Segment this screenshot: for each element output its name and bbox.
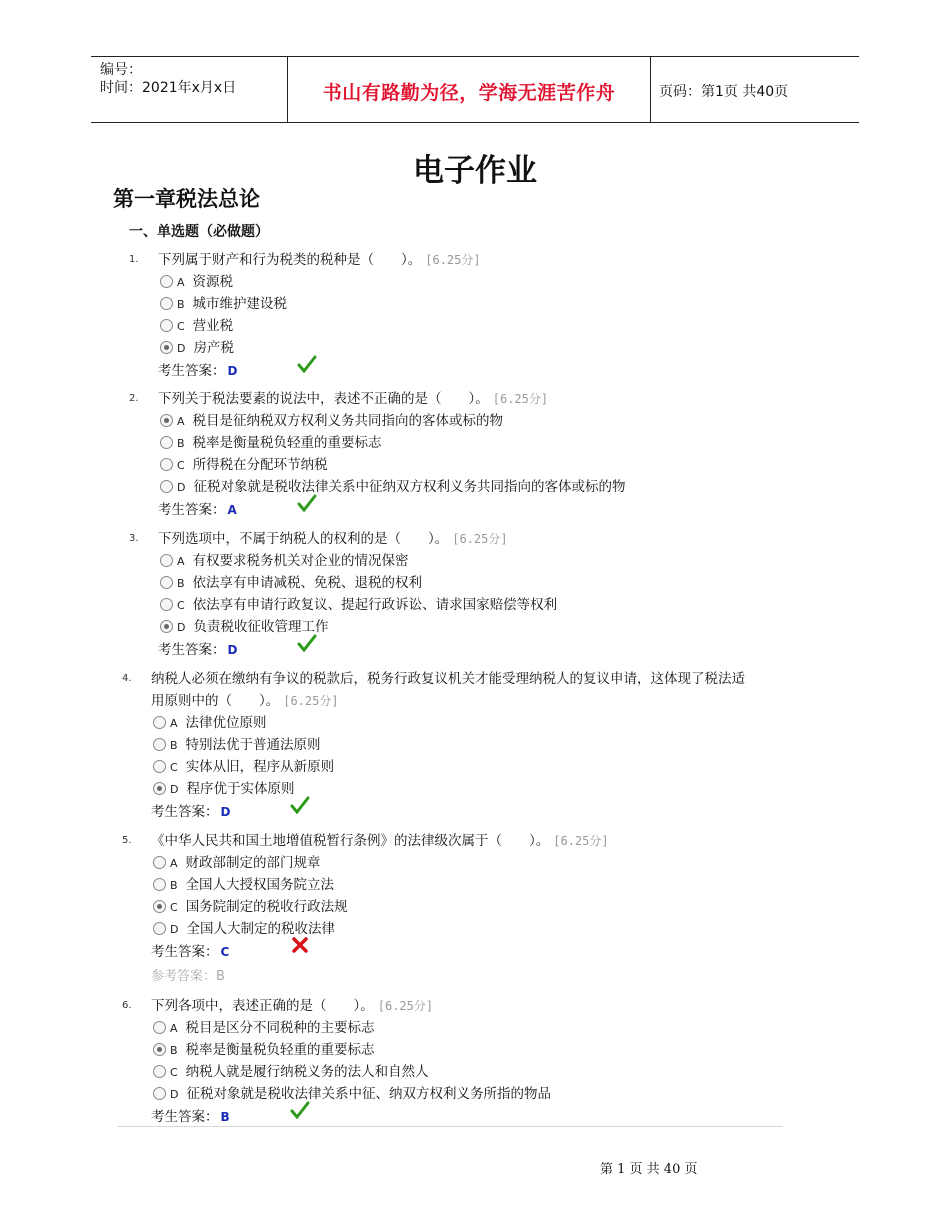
option-text: 法律优位原则 bbox=[185, 715, 267, 731]
answer-option[interactable] bbox=[153, 712, 267, 734]
question-score: [6.25分] bbox=[425, 253, 481, 267]
header-motto-cell bbox=[287, 57, 651, 122]
page-footer: 第 1 页 共 40 页 bbox=[600, 1162, 698, 1177]
radio-button[interactable] bbox=[160, 297, 173, 310]
option-text: 全国人大授权国务院立法 bbox=[185, 877, 335, 893]
option-letter: C bbox=[177, 320, 185, 333]
option-letter: A bbox=[170, 857, 178, 870]
option-text: 实体从旧，程序从新原则 bbox=[185, 759, 335, 775]
question-score: [6.25分] bbox=[377, 999, 434, 1013]
question-text bbox=[151, 995, 433, 1017]
option-text: 征税对象就是税收法律关系中征、纳双方权利义务所指的物品 bbox=[186, 1086, 551, 1102]
option-letter: B bbox=[170, 739, 178, 752]
answer-option[interactable] bbox=[153, 756, 334, 778]
correct-check-icon bbox=[297, 634, 317, 652]
option-text: 有权要求税务机关对企业的情况保密 bbox=[192, 553, 409, 569]
radio-button[interactable] bbox=[153, 760, 166, 773]
option-text: 负责税收征收管理工作 bbox=[193, 619, 329, 635]
option-letter: B bbox=[177, 298, 185, 311]
option-letter: B bbox=[170, 879, 178, 892]
answer-option[interactable] bbox=[160, 271, 233, 293]
radio-button[interactable] bbox=[160, 598, 173, 611]
option-letter: D bbox=[177, 621, 186, 634]
answer-option[interactable] bbox=[160, 550, 409, 572]
student-answer bbox=[151, 941, 229, 963]
answer-option[interactable] bbox=[153, 896, 348, 918]
answer-option[interactable] bbox=[153, 778, 294, 800]
radio-button[interactable] bbox=[153, 1087, 166, 1100]
radio-button[interactable] bbox=[160, 414, 173, 427]
answer-label: 考生答案： bbox=[158, 642, 226, 658]
option-letter: C bbox=[177, 599, 185, 612]
option-text: 依法享有申请减税、免税、退税的权利 bbox=[192, 575, 423, 591]
student-answer bbox=[151, 1106, 230, 1128]
answer-option[interactable] bbox=[160, 293, 287, 315]
option-text: 征税对象就是税收法律关系中征纳双方权利义务共同指向的客体或标的物 bbox=[193, 479, 626, 495]
radio-button[interactable] bbox=[160, 341, 173, 354]
radio-button[interactable] bbox=[153, 1065, 166, 1078]
answer-option[interactable] bbox=[153, 1061, 429, 1083]
answer-option[interactable] bbox=[160, 315, 233, 337]
radio-button[interactable] bbox=[153, 782, 166, 795]
answer-option[interactable] bbox=[160, 572, 422, 594]
question-score: [6.25分] bbox=[283, 694, 339, 708]
radio-button[interactable] bbox=[160, 458, 173, 471]
radio-button[interactable] bbox=[153, 922, 166, 935]
option-text: 国务院制定的税收行政法规 bbox=[185, 899, 348, 915]
answer-value: D bbox=[227, 364, 238, 378]
number-label: 编号： bbox=[100, 62, 142, 78]
answer-label: 考生答案： bbox=[151, 944, 219, 960]
correct-check-icon bbox=[297, 494, 317, 512]
option-text: 税目是区分不同税种的主要标志 bbox=[185, 1020, 375, 1036]
question-stem: 下列属于财产和行为税类的税种是（ ）。 bbox=[158, 252, 422, 268]
option-letter: C bbox=[170, 1066, 178, 1079]
option-text: 房产税 bbox=[193, 340, 234, 356]
option-letter: B bbox=[170, 1044, 178, 1057]
chapter-title: 第一章税法总论 bbox=[113, 186, 260, 211]
question-text bbox=[151, 830, 609, 852]
question-number: 5. bbox=[122, 835, 132, 846]
answer-value: D bbox=[220, 805, 231, 819]
option-letter: A bbox=[177, 415, 185, 428]
option-letter: C bbox=[170, 761, 178, 774]
question-number: 4. bbox=[122, 673, 132, 684]
question-number: 3. bbox=[129, 533, 139, 544]
radio-button[interactable] bbox=[160, 480, 173, 493]
correct-check-icon bbox=[297, 355, 317, 373]
header-page-cell bbox=[650, 57, 859, 122]
radio-button[interactable] bbox=[153, 738, 166, 751]
option-letter: A bbox=[177, 555, 185, 568]
radio-button[interactable] bbox=[160, 436, 173, 449]
option-letter: A bbox=[170, 717, 178, 730]
option-text: 特别法优于普通法原则 bbox=[185, 737, 321, 753]
answer-value: B bbox=[220, 1110, 230, 1124]
student-answer bbox=[151, 801, 230, 823]
radio-button[interactable] bbox=[153, 1021, 166, 1034]
radio-button[interactable] bbox=[153, 900, 166, 913]
option-letter: D bbox=[170, 783, 179, 796]
footer-divider bbox=[117, 1126, 783, 1127]
question-score: [6.25分] bbox=[553, 834, 609, 848]
option-text: 程序优于实体原则 bbox=[186, 781, 295, 797]
answer-label: 考生答案： bbox=[151, 804, 219, 820]
correct-check-icon bbox=[290, 796, 310, 814]
option-letter: C bbox=[177, 459, 185, 472]
radio-button[interactable] bbox=[160, 576, 173, 589]
question-text-line: 纳税人必须在缴纳有争议的税款后，税务行政复议机关才能受理纳税人的复议申请，这体现了税法适 bbox=[151, 671, 745, 687]
option-text: 城市维护建设税 bbox=[192, 296, 288, 312]
answer-option[interactable] bbox=[160, 432, 382, 454]
option-text: 财政部制定的部门规章 bbox=[185, 855, 321, 871]
answer-label: 考生答案： bbox=[158, 502, 226, 518]
answer-value: C bbox=[220, 945, 230, 959]
radio-button[interactable] bbox=[160, 319, 173, 332]
question-score: [6.25分] bbox=[452, 532, 508, 546]
page-title: 电子作业 bbox=[413, 153, 537, 189]
answer-option[interactable] bbox=[160, 476, 625, 498]
reference-answer: 参考答案：B bbox=[151, 969, 225, 984]
radio-button[interactable] bbox=[160, 554, 173, 567]
question-text bbox=[158, 388, 548, 410]
answer-option[interactable] bbox=[153, 852, 321, 874]
question-number: 2. bbox=[129, 393, 139, 404]
option-text: 所得税在分配环节纳税 bbox=[192, 457, 328, 473]
time-label: 时间：2021年x月x日 bbox=[100, 80, 237, 96]
question-text bbox=[158, 249, 481, 271]
radio-button[interactable] bbox=[153, 878, 166, 891]
question-score: [6.25分] bbox=[492, 392, 549, 406]
answer-option[interactable] bbox=[160, 410, 503, 432]
answer-value: A bbox=[227, 503, 237, 517]
question-text bbox=[151, 690, 339, 712]
header-meta-cell bbox=[91, 57, 287, 122]
answer-label: 考生答案： bbox=[158, 363, 226, 379]
option-letter: D bbox=[177, 481, 186, 494]
option-letter: A bbox=[170, 1022, 178, 1035]
answer-option[interactable] bbox=[153, 734, 321, 756]
question-stem: 用原则中的（ ）。 bbox=[151, 693, 280, 709]
option-text: 税目是征纳税双方权利义务共同指向的客体或标的物 bbox=[192, 413, 504, 429]
option-text: 依法享有申请行政复议、提起行政诉讼、请求国家赔偿等权利 bbox=[192, 597, 558, 613]
option-letter: D bbox=[170, 923, 179, 936]
option-letter: B bbox=[177, 437, 185, 450]
option-letter: C bbox=[170, 901, 178, 914]
document-header bbox=[91, 56, 859, 123]
radio-button[interactable] bbox=[153, 856, 166, 869]
option-letter: B bbox=[177, 577, 185, 590]
answer-option[interactable] bbox=[160, 454, 328, 476]
question-stem: 下列各项中，表述正确的是（ ）。 bbox=[151, 998, 374, 1014]
option-text: 税率是衡量税负轻重的重要标志 bbox=[192, 435, 382, 451]
student-answer bbox=[158, 360, 237, 382]
option-letter: D bbox=[170, 1088, 179, 1101]
option-text: 营业税 bbox=[192, 318, 234, 334]
incorrect-cross-icon bbox=[290, 936, 310, 954]
radio-button[interactable] bbox=[160, 275, 173, 288]
question-stem: 《中华人民共和国土地增值税暂行条例》的法律级次属于（ ）。 bbox=[151, 833, 550, 849]
page-code: 页码：第1页 共40页 bbox=[659, 84, 789, 100]
answer-value: D bbox=[227, 643, 238, 657]
question-text bbox=[158, 528, 508, 550]
student-answer bbox=[158, 499, 237, 521]
answer-label: 考生答案： bbox=[151, 1109, 219, 1125]
option-text: 税率是衡量税负轻重的重要标志 bbox=[185, 1042, 375, 1058]
option-letter: D bbox=[177, 342, 186, 355]
question-number: 1. bbox=[129, 254, 139, 265]
question-stem: 下列关于税法要素的说法中，表述不正确的是（ ）。 bbox=[158, 391, 489, 407]
correct-check-icon bbox=[290, 1101, 310, 1119]
answer-option[interactable] bbox=[153, 1083, 551, 1105]
answer-option[interactable] bbox=[153, 1039, 375, 1061]
question-stem: 下列选项中，不属于纳税人的权利的是（ ）。 bbox=[158, 531, 449, 547]
answer-option[interactable] bbox=[160, 337, 234, 359]
radio-button[interactable] bbox=[153, 1043, 166, 1056]
radio-button[interactable] bbox=[160, 620, 173, 633]
motto-text: 书山有路勤为径，学海无涯苦作舟 bbox=[322, 82, 616, 104]
answer-option[interactable] bbox=[160, 594, 557, 616]
section-title: 一、单选题（必做题） bbox=[129, 224, 269, 240]
radio-button[interactable] bbox=[153, 716, 166, 729]
answer-option[interactable] bbox=[153, 1017, 375, 1039]
answer-option[interactable] bbox=[153, 874, 334, 896]
option-text: 纳税人就是履行纳税义务的法人和自然人 bbox=[185, 1064, 429, 1080]
option-text: 资源税 bbox=[192, 274, 234, 290]
option-text: 全国人大制定的税收法律 bbox=[186, 921, 335, 937]
question-number: 6. bbox=[122, 1000, 132, 1011]
student-answer bbox=[158, 639, 237, 661]
option-letter: A bbox=[177, 276, 185, 289]
